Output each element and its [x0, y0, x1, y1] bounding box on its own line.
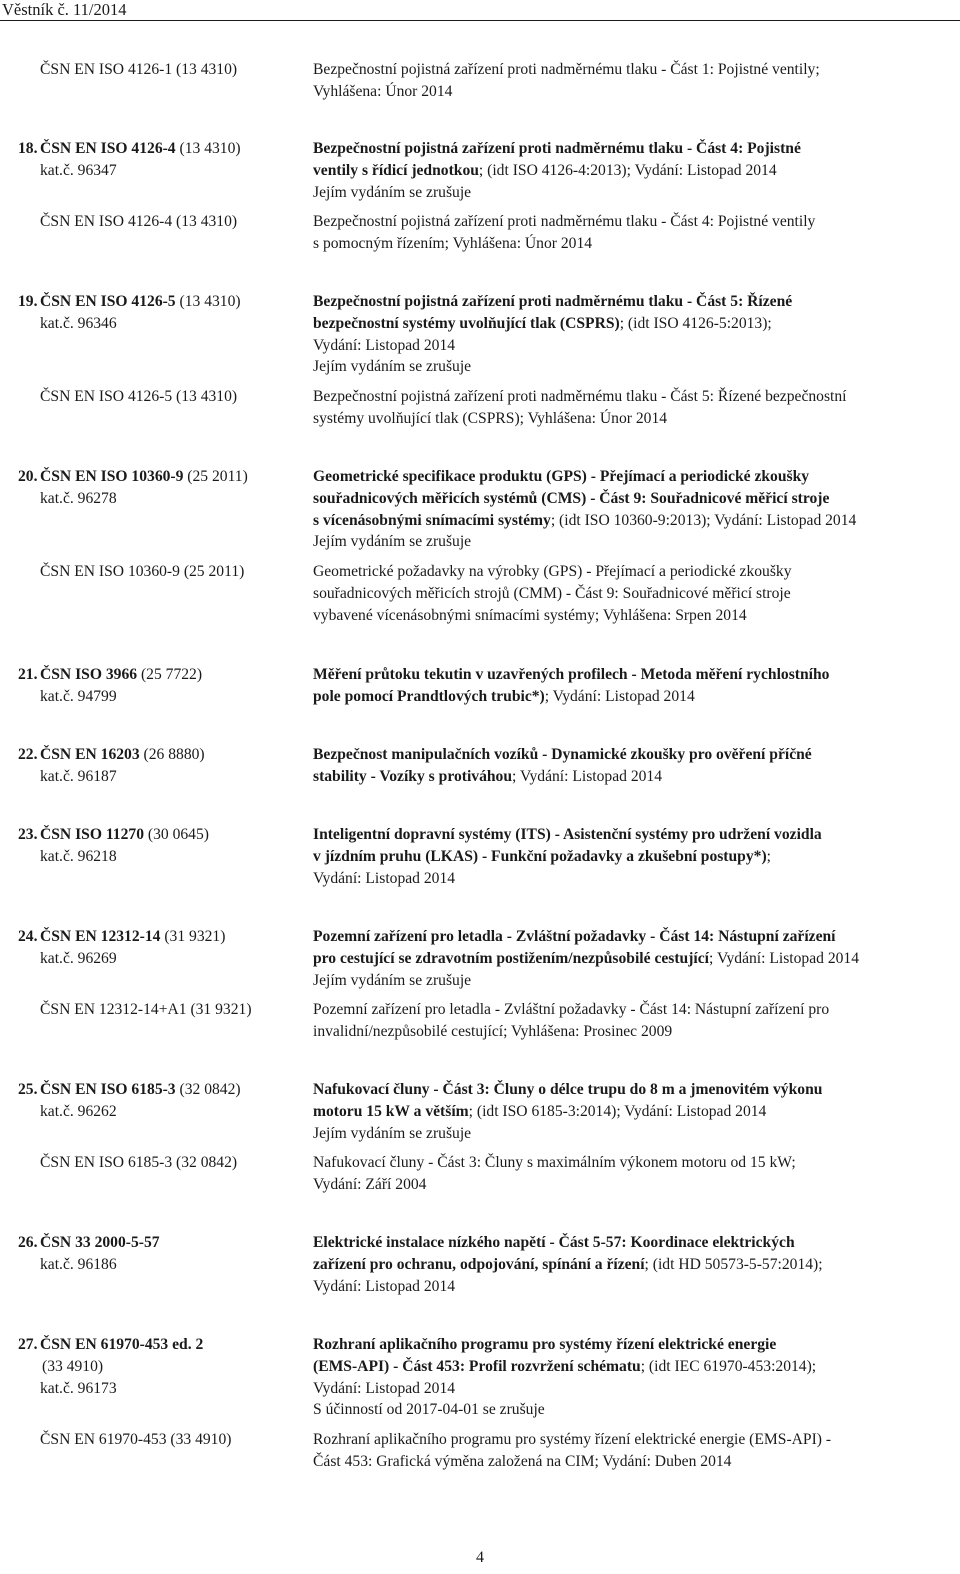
- entry-26: [0, 1232, 960, 1297]
- entry-22: [0, 744, 960, 788]
- catalog-number: kat.č. 96278: [40, 489, 117, 507]
- standard-code: ČSN EN ISO 10360-9 (25 2011): [40, 563, 245, 581]
- entry-20: [0, 466, 960, 627]
- catalog-number: kat.č. 96218: [40, 847, 117, 865]
- entry-18: [0, 138, 960, 255]
- standard-description: Elektrické instalace nízkého napětí - Část 5-57: Koordinace elektrických zařízení pro ochranu, odpojování, spínání a řízení; (idt HD 50573-5-57:2014); Vydání: Listopad 2014: [313, 1234, 823, 1295]
- standard-description: Geometrické specifikace produktu (GPS) - Přejímací a periodické zkoušky souřadnicových měřicích systémů (CMS) - Část 9: Souřadnicové měřicí stroje s vícenásobnými snímacími systémy; (idt ISO 10360-9:2013); Vydání: Listopad 2014 Jejím vydáním se zrušuje: [313, 468, 857, 551]
- standard-description: Bezpečnostní pojistná zařízení proti nadměrnému tlaku - Část 4: Pojistné ventily s pomocným řízením; Vyhlášena: Únor 2014: [313, 213, 816, 253]
- standard-description: Bezpečnost manipulačních vozíků - Dynamické zkoušky pro ověření příčné stability - Vozíky s protiváhou; Vydání: Listopad 2014: [313, 746, 812, 785]
- standard-description: Inteligentní dopravní systémy (ITS) - Asistenční systémy pro udržení vozidla v jízdním pruhu (LKAS) - Funkční požadavky a zkušební postupy*); Vydání: Listopad 2014: [313, 826, 822, 887]
- standard-code: 18. ČSN EN ISO 4126-4 (13 4310) kat.č. 96347: [18, 138, 303, 182]
- withdrawn-standard: [0, 59, 960, 103]
- standard-code: 22. ČSN EN 16203 (26 8880) kat.č. 96187: [18, 744, 303, 788]
- new-standard: [0, 138, 960, 203]
- entry-24: [0, 926, 960, 1043]
- catalog-number: kat.č. 96346: [40, 314, 117, 332]
- catalog-number: kat.č. 96173: [40, 1379, 117, 1397]
- new-standard: [0, 1334, 960, 1421]
- standard-code: 21. ČSN ISO 3966 (25 7722) kat.č. 94799: [18, 664, 303, 708]
- standard-code: 26. ČSN 33 2000-5-57 kat.č. 96186: [18, 1232, 303, 1276]
- withdrawn-standard: [0, 211, 960, 255]
- standard-code: 27. ČSN EN 61970-453 ed. 2 (33 4910) kat.č. 96173: [18, 1334, 303, 1399]
- withdrawn-standard: [0, 1429, 960, 1473]
- standard-code: ČSN EN ISO 4126-1 (13 4310): [40, 61, 238, 78]
- standard-description: Rozhraní aplikačního programu pro systémy řízení elektrické energie (EMS-API) - Část 453: Profil rozvržení schématu; (idt IEC 61970-453:2014); Vydání: Listopad 2014 S účinností od 2017-04-01 se zrušuje: [313, 1336, 817, 1419]
- catalog-number: kat.č. 94799: [40, 687, 117, 705]
- new-standard: [0, 664, 960, 708]
- entry-23: [0, 824, 960, 889]
- header-rule: [0, 20, 960, 21]
- withdrawn-standard: [0, 999, 960, 1043]
- standard-description: Rozhraní aplikačního programu pro systémy řízení elektrické energie (EMS-API) - Část 453: Grafická výměna založená na CIM; Vydání: Duben 2014: [313, 1431, 832, 1470]
- new-standard: [0, 466, 960, 553]
- catalog-number: kat.č. 96186: [40, 1255, 117, 1273]
- bulletin-title: Věstník č. 11/2014: [2, 0, 127, 19]
- standard-description: Pozemní zařízení pro letadla - Zvláštní požadavky - Část 14: Nástupní zařízení pro cestující se zdravotním postižením/nezpůsobilé cestující; Vydání: Listopad 2014 Jejím vydáním se zrušuje: [313, 928, 860, 989]
- standard-description: Geometrické požadavky na výrobky (GPS) - Přejímací a periodické zkoušky souřadnicových měřicích strojů (CMM) - Část 9: Souřadnicové měřicí stroje vybavené vícenásobnými snímacími systémy; Vyhlášena: Srpen 2014: [313, 563, 792, 624]
- new-standard: [0, 1232, 960, 1297]
- standard-description: Bezpečnostní pojistná zařízení proti nadměrnému tlaku - Část 1: Pojistné ventily; Vyhlášena: Únor 2014: [313, 61, 820, 100]
- withdrawn-standard: [0, 561, 960, 626]
- standard-code: 25. ČSN EN ISO 6185-3 (32 0842) kat.č. 96262: [18, 1079, 303, 1123]
- standard-code: ČSN EN 12312-14+A1 (31 9321): [40, 1001, 252, 1019]
- standard-code: ČSN EN 61970-453 (33 4910): [40, 1431, 232, 1449]
- entry-27: [0, 1334, 960, 1473]
- withdrawn-standard: [0, 386, 960, 430]
- standard-code: ČSN EN ISO 4126-5 (13 4310): [40, 388, 238, 406]
- entry-continuation: [0, 59, 960, 103]
- withdrawn-standard: [0, 1152, 960, 1196]
- page-header: [0, 0, 960, 21]
- new-standard: [0, 926, 960, 991]
- entry-19: [0, 291, 960, 430]
- standard-code: 24. ČSN EN 12312-14 (31 9321) kat.č. 96269: [18, 926, 303, 970]
- standard-code: ČSN EN ISO 4126-4 (13 4310): [40, 213, 238, 231]
- standard-code: ČSN EN ISO 6185-3 (32 0842): [40, 1154, 238, 1172]
- new-standard: [0, 291, 960, 378]
- new-standard: [0, 1079, 960, 1144]
- standard-description: Bezpečnostní pojistná zařízení proti nadměrnému tlaku - Část 5: Řízené bezpečnostní systémy uvolňující tlak (CSPRS); Vyhlášena: Únor 2014: [313, 388, 847, 427]
- catalog-number: kat.č. 96347: [40, 161, 117, 179]
- new-standard: [0, 744, 960, 788]
- standard-description: Bezpečnostní pojistná zařízení proti nadměrnému tlaku - Část 5: Řízené bezpečnostní systémy uvolňující tlak (CSPRS); (idt ISO 4126-5:2013); Vydání: Listopad 2014 Jejím vydáním se zrušuje: [313, 293, 793, 376]
- new-standard: [0, 824, 960, 889]
- standard-description: Nafukovací čluny - Část 3: Čluny o délce trupu do 8 m a jmenovitém výkonu motoru 15 kW a větším; (idt ISO 6185-3:2014); Vydání: Listopad 2014 Jejím vydáním se zrušuje: [313, 1081, 823, 1142]
- page-number: 4: [476, 1549, 484, 1566]
- entry-25: [0, 1079, 960, 1196]
- standard-description: Nafukovací čluny - Část 3: Čluny s maximálním výkonem motoru od 15 kW; Vydání: Září 2004: [313, 1154, 796, 1194]
- catalog-number: kat.č. 96269: [40, 949, 117, 967]
- standard-code: 23. ČSN ISO 11270 (30 0645) kat.č. 96218: [18, 824, 303, 868]
- standard-code: 19. ČSN EN ISO 4126-5 (13 4310) kat.č. 96346: [18, 291, 303, 335]
- catalog-number: kat.č. 96262: [40, 1102, 117, 1120]
- standard-code: 20. ČSN EN ISO 10360-9 (25 2011) kat.č. 96278: [18, 466, 303, 510]
- entry-21: [0, 664, 960, 708]
- standard-description: Pozemní zařízení pro letadla - Zvláštní požadavky - Část 14: Nástupní zařízení pro invalidní/nezpůsobilé cestující; Vyhlášena: Prosinec 2009: [313, 1001, 830, 1041]
- catalog-number: kat.č. 96187: [40, 767, 117, 785]
- standard-description: Měření průtoku tekutin v uzavřených profilech - Metoda měření rychlostního pole pomocí Prandtlových trubic*); Vydání: Listopad 2014: [313, 666, 830, 705]
- standard-description: Bezpečnostní pojistná zařízení proti nadměrnému tlaku - Část 4: Pojistné ventily s řídicí jednotkou; (idt ISO 4126-4:2013); Vydání: Listopad 2014 Jejím vydáním se zrušuje: [313, 140, 801, 201]
